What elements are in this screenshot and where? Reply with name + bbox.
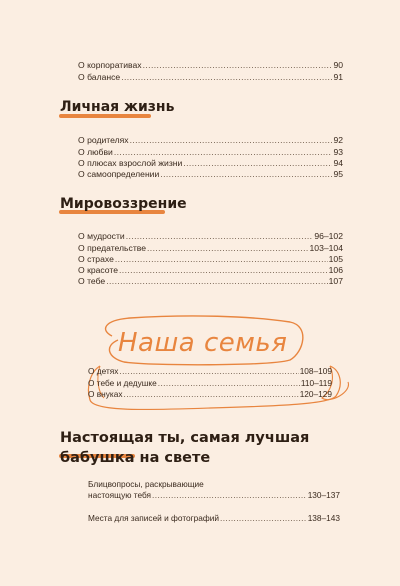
toc-label: О самоопределении bbox=[78, 169, 160, 179]
toc-page: 138–143 bbox=[307, 513, 340, 523]
dot-leader bbox=[147, 243, 309, 254]
toc-label: О тебе bbox=[78, 276, 106, 286]
toc-row[interactable] bbox=[78, 276, 343, 287]
toc-label: О детях bbox=[88, 366, 119, 376]
toc-page: 93 bbox=[333, 147, 343, 157]
toc-row[interactable] bbox=[88, 366, 332, 377]
dot-leader bbox=[123, 389, 298, 400]
dot-leader bbox=[160, 169, 332, 180]
toc-page: 94 bbox=[333, 158, 343, 168]
toc-row[interactable] bbox=[78, 169, 343, 180]
toc-label: О корпоративах bbox=[78, 60, 142, 70]
toc-page: 108–109 bbox=[299, 366, 332, 376]
toc-label: О красоте bbox=[78, 265, 118, 275]
toc-row[interactable] bbox=[78, 147, 343, 158]
toc-row[interactable] bbox=[88, 513, 340, 524]
dot-leader bbox=[152, 490, 307, 501]
dot-leader bbox=[106, 276, 327, 287]
toc-page: 107 bbox=[328, 276, 343, 286]
dot-leader bbox=[158, 378, 300, 389]
toc-label-line1: Блицвопросы, раскрывающие bbox=[88, 479, 204, 489]
toc-row[interactable] bbox=[78, 135, 343, 146]
section-title-worldview: Мировоззрение bbox=[60, 196, 187, 212]
dot-leader bbox=[130, 135, 333, 146]
toc-label: О балансе bbox=[78, 72, 121, 82]
toc-row[interactable] bbox=[88, 389, 332, 400]
dot-leader bbox=[143, 60, 333, 71]
toc-label: О родителях bbox=[78, 135, 129, 145]
dot-leader bbox=[119, 366, 298, 377]
toc-page: 96–102 bbox=[314, 231, 343, 241]
toc-row[interactable] bbox=[78, 60, 343, 71]
dot-leader bbox=[121, 72, 332, 83]
toc-page: 91 bbox=[333, 72, 343, 82]
toc-label: Места для записей и фотографий bbox=[88, 513, 219, 523]
toc-row[interactable] bbox=[78, 158, 343, 169]
toc-row[interactable] bbox=[88, 378, 332, 389]
toc-page: 105 bbox=[328, 254, 343, 264]
dot-leader bbox=[114, 147, 333, 158]
toc-label: О внуках bbox=[88, 389, 123, 399]
section-title-family: Наша семья bbox=[118, 328, 288, 358]
toc-page: 92 bbox=[333, 135, 343, 145]
toc-page: 103–104 bbox=[309, 243, 343, 253]
toc-label: О любви bbox=[78, 147, 113, 157]
section-title-best: Настоящая ты, самая лучшая бабушка на свете bbox=[60, 430, 310, 466]
dot-leader bbox=[220, 513, 307, 524]
toc-page: 120–129 bbox=[299, 389, 332, 399]
dot-leader bbox=[126, 231, 314, 242]
toc-label: О мудрости bbox=[78, 231, 125, 241]
toc-row[interactable] bbox=[88, 490, 340, 501]
toc-row[interactable] bbox=[78, 243, 343, 254]
toc-row-label-wrap bbox=[88, 479, 340, 490]
toc-row[interactable] bbox=[78, 265, 343, 276]
toc-label: О страхе bbox=[78, 254, 114, 264]
toc-page: 90 bbox=[333, 60, 343, 70]
toc-label-line2: настоящую тебя bbox=[88, 490, 152, 500]
section-title-personal: Личная жизнь bbox=[60, 99, 175, 115]
toc-label: О плюсах взрослой жизни bbox=[78, 158, 183, 168]
toc-row[interactable] bbox=[78, 231, 343, 242]
toc-page: 95 bbox=[333, 169, 343, 179]
toc-row[interactable] bbox=[78, 72, 343, 83]
toc-page: 110–119 bbox=[300, 378, 332, 388]
toc-page: 130–137 bbox=[307, 490, 340, 500]
toc-page: 106 bbox=[328, 265, 343, 275]
toc-label: О предательстве bbox=[78, 243, 147, 253]
dot-leader bbox=[115, 254, 328, 265]
dot-leader bbox=[183, 158, 332, 169]
toc-label: О тебе и дедушке bbox=[88, 378, 157, 388]
dot-leader bbox=[119, 265, 328, 276]
toc-row[interactable] bbox=[78, 254, 343, 265]
